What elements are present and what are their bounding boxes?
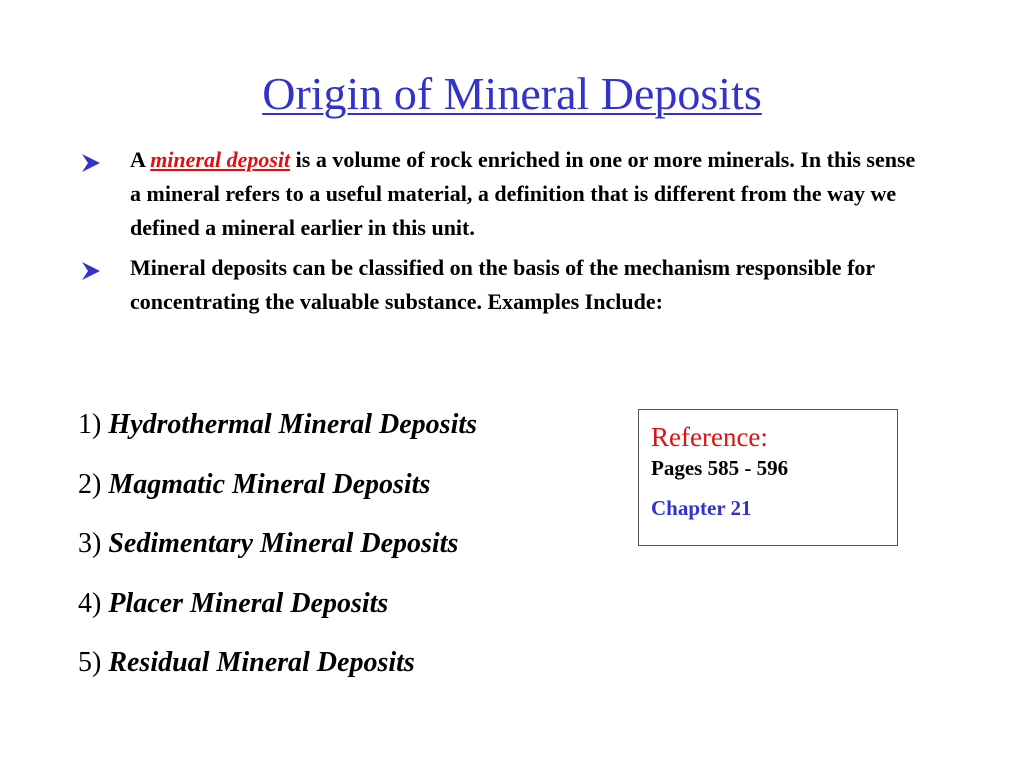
bullet-list <box>80 143 920 325</box>
reference-pages: Pages 585 - 596 <box>651 456 789 480</box>
term-mineral-deposit: mineral deposit <box>150 147 291 172</box>
list-number: 1) <box>78 409 109 440</box>
list-item <box>78 408 618 468</box>
reference-heading: Reference: <box>651 422 768 452</box>
deposit-name: Residual Mineral Deposits <box>108 647 415 678</box>
list-number: 3) <box>78 528 109 559</box>
list-item <box>78 587 618 647</box>
deposit-name: Hydrothermal Mineral Deposits <box>108 409 478 440</box>
bullet-definition <box>80 143 920 245</box>
deposit-name: Placer Mineral Deposits <box>108 587 389 619</box>
reference-chapter: Chapter 21 <box>651 496 752 520</box>
bullet-lead: A <box>130 147 151 172</box>
bullet-classification-text: Mineral deposits can be classified on the basis of the mechanism responsible for concentrating the valuable substance. Examples Include: <box>130 255 875 314</box>
deposit-name: Sedimentary Mineral Deposits <box>108 528 459 559</box>
deposit-type-list <box>78 408 618 706</box>
reference-box <box>638 409 898 546</box>
list-number: 2) <box>78 468 109 500</box>
list-item <box>78 646 618 706</box>
slide-title: Origin of Mineral Deposits <box>262 68 762 119</box>
list-item <box>78 527 618 587</box>
list-item <box>78 468 618 528</box>
arrow-bullet-icon <box>80 152 102 174</box>
deposit-name: Magmatic Mineral Deposits <box>108 468 431 500</box>
list-number: 5) <box>78 647 109 678</box>
arrow-bullet-icon <box>80 260 102 282</box>
bullet-classification <box>80 251 920 319</box>
bullet-definition-text: is a volume of rock enriched in one or more minerals. In this sense a mineral refers to a useful material, a definition that is different from the way we defined a mineral earlier in this unit. <box>130 147 916 240</box>
list-number: 4) <box>78 587 109 619</box>
